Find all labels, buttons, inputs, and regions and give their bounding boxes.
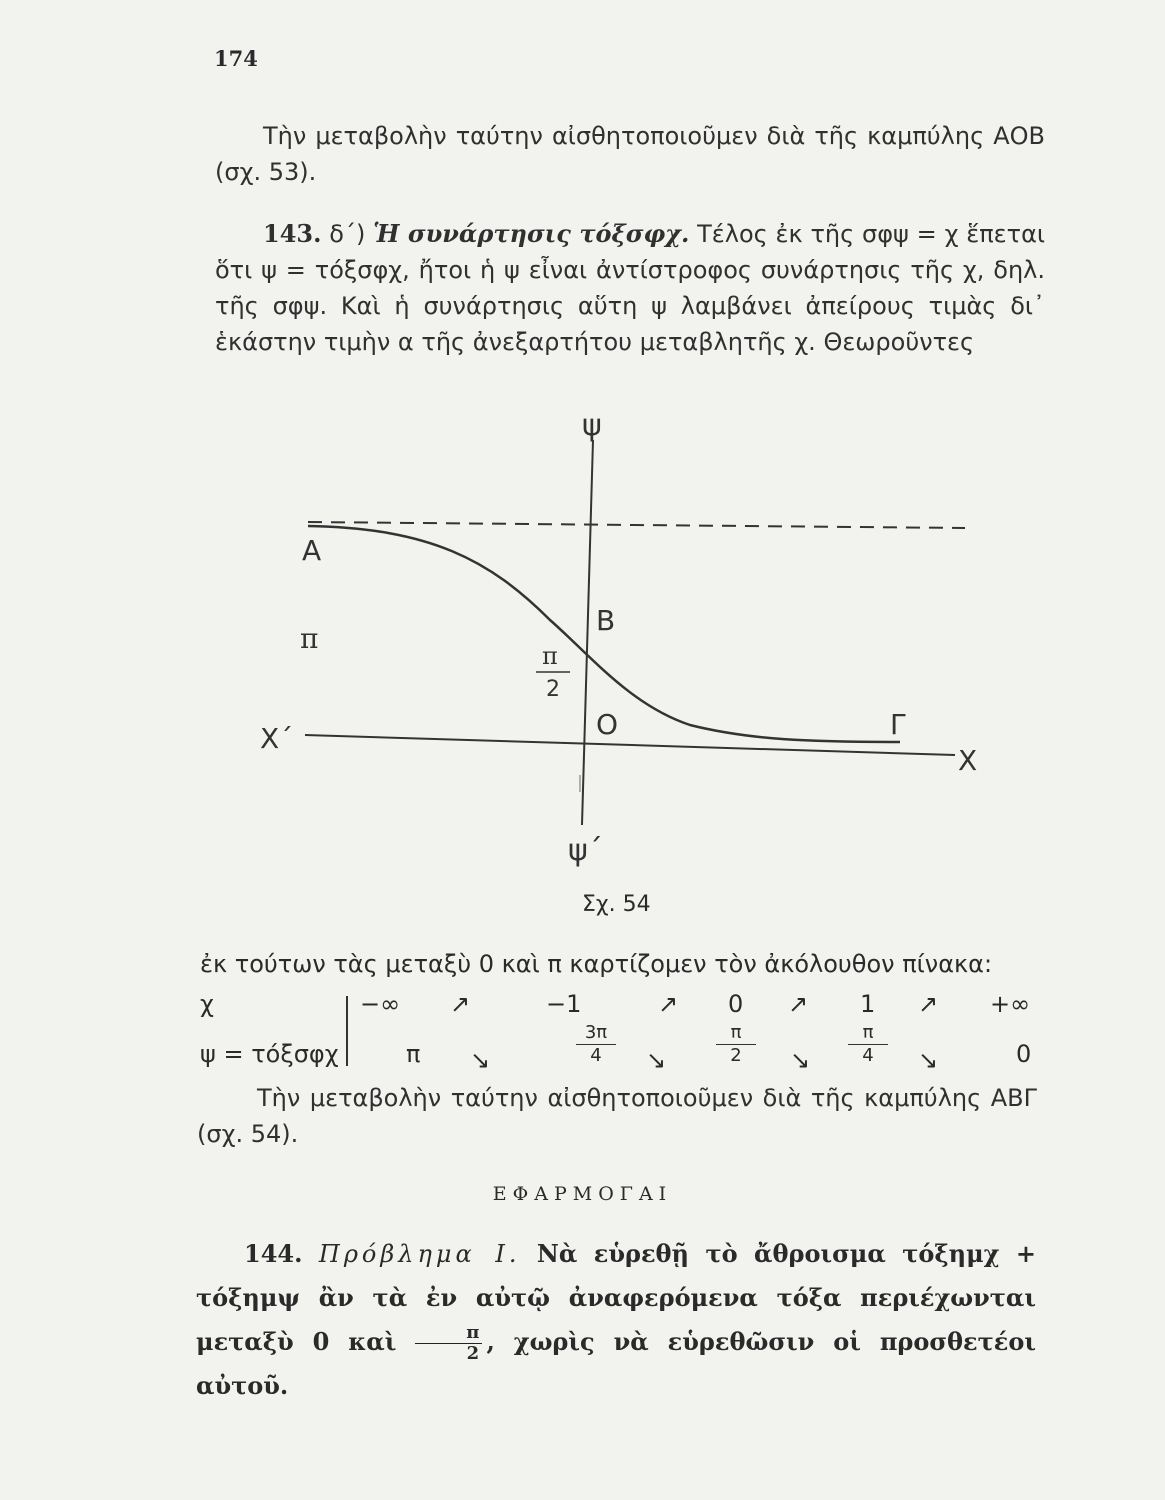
table-cell: +∞	[990, 990, 1031, 1018]
arrow-up-icon: ↗	[918, 990, 939, 1018]
row-label-x: χ	[200, 990, 214, 1018]
fraction-denominator: 2	[730, 1045, 742, 1066]
label-psi-bottom: ψ΄	[568, 833, 603, 868]
label-point-g: Γ	[890, 708, 906, 741]
fraction-denominator: 4	[862, 1045, 874, 1066]
fraction-pi-4	[848, 1022, 888, 1067]
paragraph-intro: Τὴν μεταβολὴν ταύτην αἰσθητοποιοῦμεν διὰ τῆς καμπύλης ΑΟΒ (σχ. 53).	[215, 122, 1045, 186]
table-row-x	[200, 990, 1040, 1030]
table-cell: 0	[1016, 1040, 1032, 1068]
label-point-o: Ο	[596, 708, 619, 741]
section-143	[215, 216, 1045, 360]
arrow-down-icon: ↘	[790, 1046, 811, 1074]
paragraph-curve: Τὴν μεταβολὴν ταύτην αἰσθητοποιοῦμεν διὰ τῆς καμπύλης ΑΒΓ (σχ. 54).	[197, 1084, 1037, 1148]
fraction-numerator: π	[716, 1022, 756, 1045]
problem-number: 144.	[244, 1239, 303, 1268]
label-x-right: Χ	[958, 744, 978, 777]
label-pi-half-num: π	[542, 642, 558, 670]
asymptote-line	[308, 522, 965, 528]
table-cell: 0	[728, 990, 744, 1018]
section-text: Τέλος ἐκ τῆς σφψ = χ ἕπεται ὅτι ψ = τόξσφχ, ἤτοι ἡ ψ εἶναι ἀντίστροφος συνάρτησις τῆς χ, δηλ. τῆς σφψ. Καὶ ἡ συνάρτησις αὕτη ψ λαμβάνει ἀπείρους τιμὰς δι᾿ ἑκάστην τιμὴν α τῆς ἀνεξαρτήτου μεταβλητῆς χ. Θεωροῦντες	[215, 220, 1046, 356]
table-intro: ἐκ τούτων τὰς μεταξὺ 0 καὶ π καρτίζομεν τὸν ἀκόλουθον πίνακα:	[200, 950, 993, 978]
fraction-numerator: 3π	[576, 1022, 616, 1045]
label-x-left: Χ΄	[260, 722, 294, 755]
arrow-up-icon: ↗	[658, 990, 679, 1018]
section-label: δ΄)	[329, 220, 366, 248]
problem-paragraph	[196, 1232, 1036, 1408]
label-point-a: Α	[302, 534, 322, 567]
x-axis	[305, 735, 955, 755]
fraction-numerator: π	[848, 1022, 888, 1045]
label-psi-top: ψ	[582, 408, 602, 443]
problem-text-2: , χωρὶς νὰ εὑρεθῶσιν οἱ προσθετέοι αὐτοῦ.	[196, 1327, 1037, 1400]
arrow-up-icon: ↗	[788, 990, 809, 1018]
problem-144	[196, 1232, 1036, 1408]
section-title: Ἡ συνάρτησις τόξσφχ.	[373, 219, 690, 248]
arrow-down-icon: ↘	[470, 1046, 491, 1074]
table-cell: π	[406, 1040, 421, 1068]
fraction-numerator: π	[415, 1323, 482, 1344]
label-pi-half-den: 2	[546, 677, 560, 702]
fraction-pi-2	[716, 1022, 756, 1067]
fraction-3pi-4	[576, 1022, 616, 1067]
y-axis	[582, 440, 593, 825]
fraction-denominator: 4	[590, 1045, 602, 1066]
table-cell: −∞	[360, 990, 401, 1018]
section-number: 143.	[263, 219, 322, 248]
row-label-psi: ψ = τόξσφχ	[200, 1040, 339, 1068]
problem-label: Πρόβλημα I.	[318, 1240, 521, 1268]
label-pi: π	[300, 622, 319, 655]
arrow-down-icon: ↘	[646, 1046, 667, 1074]
problem-text-1: Νὰ εὑρεθῇ τὸ ἄθροισμα τόξημχ + τόξημψ ἂν τὰ ἐν αὐτῷ ἀναφερόμενα τόξα περιέχωνται μεταξὺ 0 καὶ	[196, 1239, 1036, 1356]
figure-arccot-graph	[250, 400, 1010, 880]
fraction-denominator: 2	[466, 1343, 480, 1364]
figure-caption: Σχ. 54	[582, 892, 651, 917]
problem-fraction	[415, 1323, 482, 1364]
applications-heading: ΕΦΑΡΜΟΓΑΙ	[492, 1183, 673, 1205]
arrow-down-icon: ↘	[918, 1046, 939, 1074]
table-cell: −1	[546, 990, 582, 1018]
arrow-up-icon: ↗	[450, 990, 471, 1018]
label-point-b: Β	[596, 604, 616, 637]
table-cell: 1	[860, 990, 876, 1018]
table-divider	[346, 996, 348, 1026]
page-number: 174	[214, 46, 258, 71]
table-divider	[346, 1026, 348, 1066]
